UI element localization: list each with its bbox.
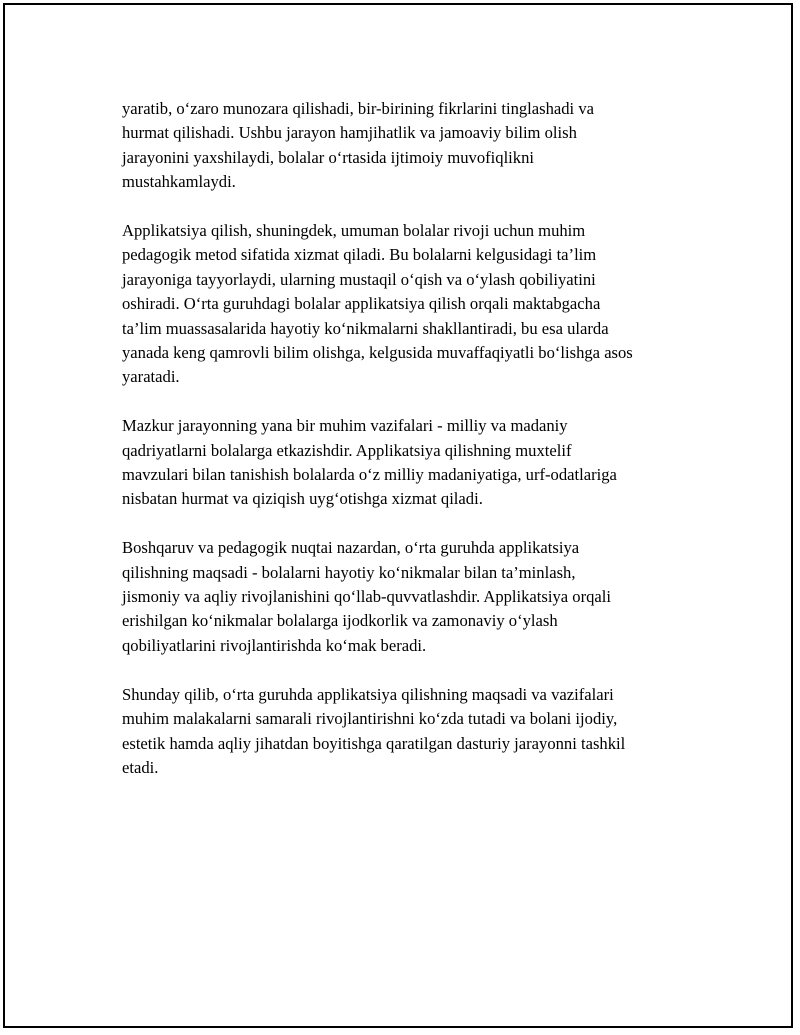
text-line: Shunday qilib, o‘rta guruhda applikatsiya qilishning maqsadi va vazifalari	[122, 684, 614, 704]
text-line: pedagogik metod sifatida xizmat qiladi. Bu bolalarni kelgusidagi ta’lim	[122, 245, 597, 265]
text-line: nisbatan hurmat va qiziqish uyg‘otishga xizmat qiladi.	[122, 489, 483, 509]
text-line: estetik hamda aqliy jihatdan boyitishga qaratilgan dasturiy jarayonni tashkil	[122, 733, 626, 753]
text-line: jarayoniga tayyorlaydi, ularning mustaqil o‘qish va o‘ylash qobiliyatini	[122, 269, 596, 289]
document-page	[3, 3, 793, 1028]
text-line: jismoniy va aqliy rivojlanishini qo‘llab-quvvatlashdir. Applikatsiya orqali	[122, 587, 611, 607]
text-line: Applikatsiya qilish, shuningdek, umuman bolalar rivoji uchun muhim	[122, 221, 586, 241]
text-line: yanada keng qamrovli bilim olishga, kelgusida muvaffaqiyatli bo‘lishga asos	[122, 343, 633, 363]
text-line: mustahkamlaydi.	[122, 172, 236, 192]
text-line: qadriyatlarni bolalarga etkazishdir. Applikatsiya qilishning muxtelif	[122, 440, 572, 460]
text-line: mavzulari bilan tanishish bolalarda o‘z milliy madaniyatiga, urf-odatlariga	[122, 465, 617, 485]
paragraph-2	[122, 219, 692, 390]
text-line: ta’lim muassasalarida hayotiy ko‘nikmalarni shakllantiradi, bu esa ularda	[122, 318, 609, 338]
text-line: qilishning maqsadi - bolalarni hayotiy ko‘nikmalar bilan ta’minlash,	[122, 562, 576, 582]
text-line: jarayonini yaxshilaydi, bolalar o‘rtasida ijtimoiy muvofiqlikni	[122, 147, 534, 167]
document-body	[122, 97, 692, 805]
text-line: hurmat qilishadi. Ushbu jarayon hamjihatlik va jamoaviy bilim olish	[122, 123, 577, 143]
text-line: muhim malakalarni samarali rivojlantirishni ko‘zda tutadi va bolani ijodiy,	[122, 709, 618, 729]
text-line: oshiradi. O‘rta guruhdagi bolalar applikatsiya qilish orqali maktabgacha	[122, 294, 601, 314]
text-line: erishilgan ko‘nikmalar bolalarga ijodkorlik va zamonaviy o‘ylash	[122, 611, 558, 631]
text-line: qobiliyatlarini rivojlantirishda ko‘mak beradi.	[122, 635, 427, 655]
paragraph-1	[122, 97, 692, 195]
paragraph-4	[122, 536, 692, 658]
text-line: Boshqaruv va pedagogik nuqtai nazardan, o‘rta guruhda applikatsiya	[122, 538, 580, 558]
text-line: etadi.	[122, 757, 159, 777]
paragraph-5	[122, 683, 692, 781]
text-line: Mazkur jarayonning yana bir muhim vazifalari - milliy va madaniy	[122, 416, 568, 436]
text-line: yaratadi.	[122, 367, 180, 387]
paragraph-3	[122, 414, 692, 512]
text-line: yaratib, o‘zaro munozara qilishadi, bir-birining fikrlarini tinglashadi va	[122, 99, 594, 118]
